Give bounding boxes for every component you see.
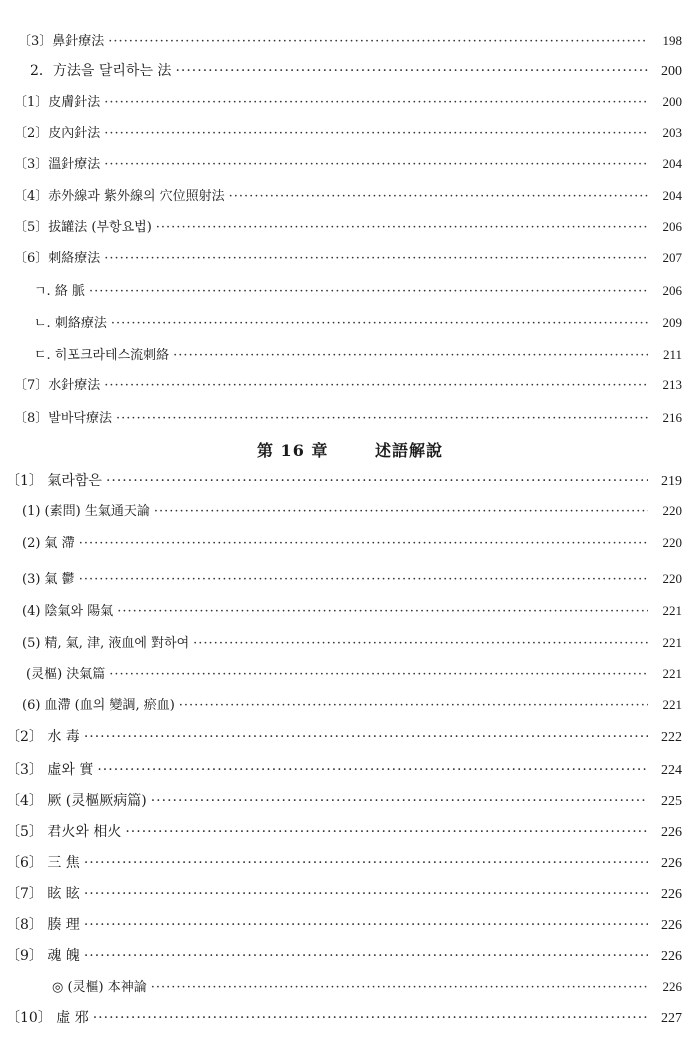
entry-page: 225 bbox=[661, 794, 682, 809]
dot-leader bbox=[79, 569, 648, 591]
chapter-heading bbox=[0, 438, 700, 461]
dot-leader bbox=[173, 345, 648, 367]
entry-page: 207 bbox=[662, 250, 682, 265]
entry-page: 220 bbox=[662, 503, 682, 518]
toc-entry bbox=[6, 945, 682, 967]
entry-page: 200 bbox=[661, 64, 682, 79]
entry-label: (灵樞) 決氣篇 bbox=[26, 667, 106, 682]
toc-entry bbox=[14, 374, 682, 396]
dot-leader bbox=[117, 601, 648, 623]
entry-page: 220 bbox=[662, 535, 682, 550]
toc-entry bbox=[22, 600, 682, 622]
entry-page: 203 bbox=[662, 125, 682, 140]
entry-page: 226 bbox=[661, 856, 682, 871]
entry-page: 224 bbox=[661, 763, 682, 778]
toc-entry bbox=[6, 790, 682, 812]
dot-leader bbox=[111, 313, 648, 335]
dot-leader bbox=[116, 408, 648, 430]
entry-page: 198 bbox=[662, 33, 682, 48]
entry-page: 221 bbox=[662, 697, 682, 712]
dot-leader bbox=[154, 501, 648, 523]
entry-page: 221 bbox=[662, 635, 682, 650]
dot-leader bbox=[108, 31, 648, 53]
entry-page: 209 bbox=[662, 315, 682, 330]
entry-page: 204 bbox=[662, 188, 682, 203]
toc-entry bbox=[34, 344, 682, 366]
toc-entry bbox=[22, 500, 682, 522]
entry-label: (3) 氣 鬱 bbox=[22, 572, 75, 587]
entry-label: 〔3〕溫針療法 bbox=[14, 157, 101, 172]
dot-leader bbox=[89, 281, 648, 303]
dot-leader bbox=[79, 533, 648, 555]
dot-leader bbox=[151, 977, 648, 999]
dot-leader bbox=[97, 759, 648, 781]
toc-entry bbox=[6, 883, 682, 905]
entry-label: (5) 精, 氣, 津, 液血에 對하여 bbox=[22, 636, 190, 651]
dot-leader bbox=[175, 60, 648, 82]
toc-entry bbox=[30, 60, 682, 82]
toc-entry bbox=[14, 91, 682, 113]
toc-entry bbox=[6, 821, 682, 843]
dot-leader bbox=[151, 790, 648, 812]
toc-entry bbox=[6, 914, 682, 936]
entry-page: 220 bbox=[662, 571, 682, 586]
entry-label: 〔2〕 水 毒 bbox=[6, 729, 80, 745]
entry-page: 226 bbox=[661, 918, 682, 933]
dot-leader bbox=[104, 248, 648, 270]
entry-page: 226 bbox=[662, 979, 682, 994]
entry-label: (1) (素問) 生氣通天論 bbox=[22, 504, 150, 519]
toc-entry bbox=[14, 216, 682, 238]
toc-entry bbox=[6, 759, 682, 781]
toc-entry bbox=[26, 663, 682, 685]
entry-page: 221 bbox=[662, 603, 682, 618]
toc-entry bbox=[34, 312, 682, 334]
entry-page: 226 bbox=[661, 887, 682, 902]
entry-label: 2．方法을 달리하는 法 bbox=[30, 63, 172, 79]
dot-leader bbox=[84, 914, 648, 936]
entry-label: 〔3〕鼻針療法 bbox=[18, 34, 105, 49]
entry-label: 〔4〕 厥 (灵樞厥病篇) bbox=[6, 793, 147, 809]
entry-label: 〔6〕刺絡療法 bbox=[14, 251, 101, 266]
dot-leader bbox=[229, 186, 648, 208]
entry-label: ㄱ. 絡 脈 bbox=[34, 284, 85, 299]
entry-label: 〔1〕皮膚針法 bbox=[14, 95, 101, 110]
dot-leader bbox=[84, 945, 648, 967]
entry-page: 219 bbox=[661, 474, 682, 489]
entry-page: 206 bbox=[662, 219, 682, 234]
toc-entry bbox=[34, 280, 682, 302]
dot-leader bbox=[179, 695, 648, 717]
dot-leader bbox=[106, 470, 648, 492]
toc-entry bbox=[52, 976, 682, 998]
entry-page: 206 bbox=[662, 283, 682, 298]
toc-entry bbox=[18, 30, 682, 52]
entry-page: 213 bbox=[662, 377, 682, 392]
entry-label: 〔5〕 君火와 相火 bbox=[6, 824, 122, 840]
toc-entry bbox=[14, 185, 682, 207]
toc-entry bbox=[6, 1007, 682, 1029]
entry-page: 221 bbox=[662, 666, 682, 681]
dot-leader bbox=[104, 92, 648, 114]
entry-label: 〔7〕水針療法 bbox=[14, 378, 101, 393]
entry-page: 222 bbox=[661, 730, 682, 745]
dot-leader bbox=[84, 883, 648, 905]
chapter-number: 第 16 章 bbox=[256, 441, 329, 460]
entry-label: (6) 血滯 (血의 變調, 瘀血) bbox=[22, 698, 175, 713]
entry-label: 〔3〕 虛와 實 bbox=[6, 762, 94, 778]
entry-page: 227 bbox=[661, 1011, 682, 1026]
toc-entry bbox=[22, 568, 682, 590]
toc-entry bbox=[22, 694, 682, 716]
dot-leader bbox=[84, 726, 648, 748]
entry-page: 216 bbox=[662, 410, 682, 425]
entry-label: (2) 氣 滯 bbox=[22, 536, 75, 551]
entry-page: 226 bbox=[661, 949, 682, 964]
entry-label: 〔7〕 眩 眩 bbox=[6, 886, 80, 902]
toc-entry bbox=[14, 122, 682, 144]
dot-leader bbox=[84, 852, 648, 874]
toc-entry bbox=[6, 852, 682, 874]
dot-leader bbox=[104, 375, 648, 397]
entry-page: 211 bbox=[662, 347, 682, 362]
entry-page: 200 bbox=[662, 94, 682, 109]
dot-leader bbox=[93, 1007, 648, 1029]
toc-entry bbox=[6, 470, 682, 492]
toc-entry bbox=[14, 247, 682, 269]
entry-label: ㄷ. 히포크라테스流刺絡 bbox=[34, 348, 170, 363]
dot-leader bbox=[193, 633, 648, 655]
toc-entry bbox=[22, 632, 682, 654]
entry-label: 〔5〕拔罐法 (부항요법) bbox=[14, 220, 152, 235]
toc-entry bbox=[14, 153, 682, 175]
toc-entry bbox=[14, 407, 682, 429]
dot-leader bbox=[109, 664, 648, 686]
entry-page: 204 bbox=[662, 156, 682, 171]
toc-entry bbox=[22, 532, 682, 554]
entry-label: 〔8〕 腠 理 bbox=[6, 917, 80, 933]
dot-leader bbox=[125, 821, 648, 843]
entry-page: 226 bbox=[661, 825, 682, 840]
dot-leader bbox=[156, 217, 648, 239]
entry-label: 〔1〕 氣라함은 bbox=[6, 473, 102, 489]
entry-label: 〔2〕皮內針法 bbox=[14, 126, 101, 141]
toc-entry bbox=[6, 726, 682, 748]
entry-label: 〔8〕발바닥療法 bbox=[14, 411, 112, 426]
entry-label: ◎ (灵樞) 本神論 bbox=[52, 980, 147, 995]
entry-label: ㄴ. 刺絡療法 bbox=[34, 316, 107, 331]
entry-label: 〔6〕 三 焦 bbox=[6, 855, 80, 871]
entry-label: 〔9〕 魂 魄 bbox=[6, 948, 80, 964]
entry-label: (4) 陰氣와 陽氣 bbox=[22, 604, 114, 619]
chapter-title: 述語解說 bbox=[374, 441, 443, 460]
dot-leader bbox=[104, 123, 648, 145]
entry-label: 〔4〕赤外線과 紫外線의 穴位照射法 bbox=[14, 189, 225, 204]
entry-label: 〔10〕 虛 邪 bbox=[6, 1010, 89, 1026]
dot-leader bbox=[104, 154, 648, 176]
